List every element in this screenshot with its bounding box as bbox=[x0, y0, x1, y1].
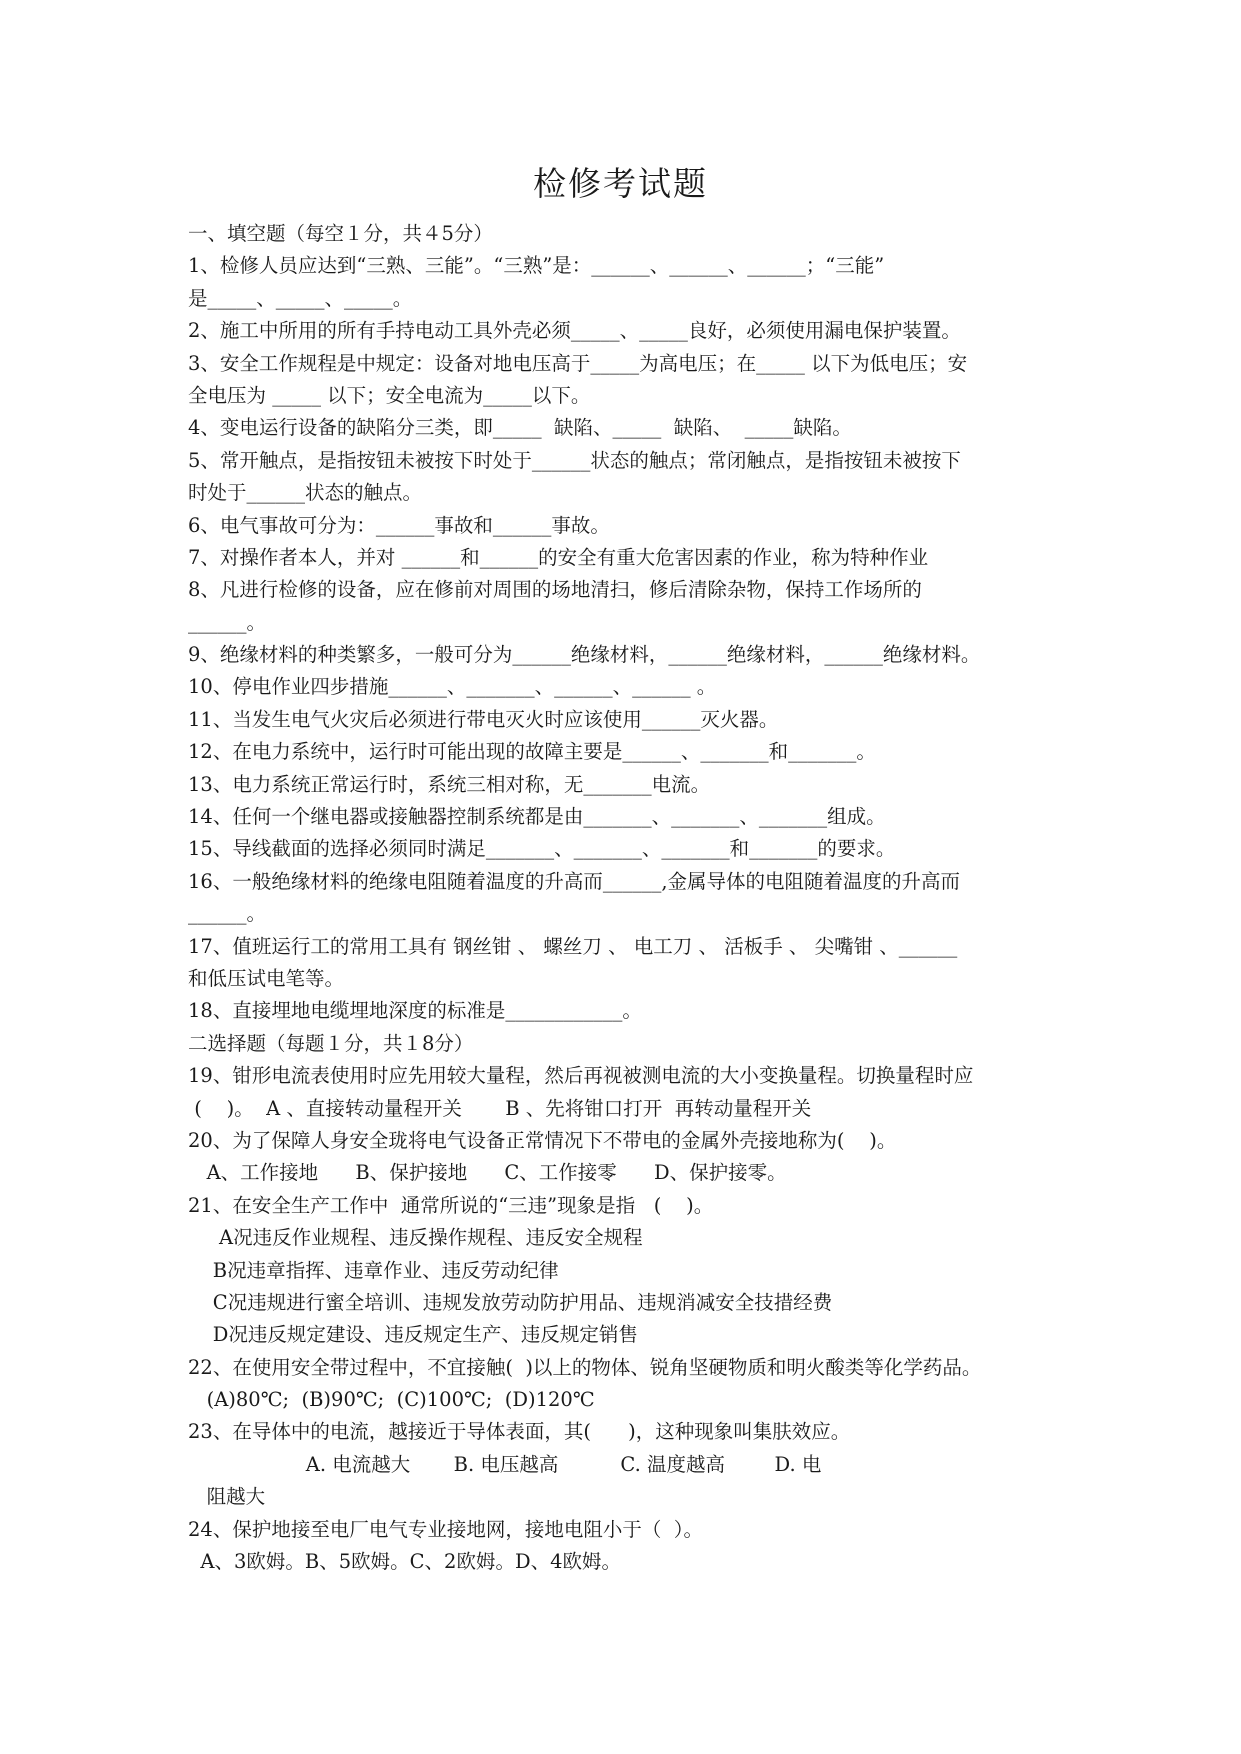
text-line: 17、值班运行工的常用工具有 钢丝钳 、 螺丝刀 、 电工刀 、 活板手 、 尖嘴钳 、______ bbox=[188, 934, 958, 958]
text-line: 12、在电力系统中，运行时可能出现的故障主要是______、_______和_______。 bbox=[188, 740, 876, 764]
text-line: 2、施工中所用的所有手持电动工具外壳必须_____、_____良好，必须使用漏电保护装置。 bbox=[188, 319, 961, 343]
text-line: ( )。 A 、直接转动量程开关 B 、先将钳口打开 再转动量程开关 bbox=[188, 1096, 812, 1120]
text-line: 22、在使用安全带过程中，不宜接触( )以上的物体、锐角坚硬物质和明火酸类等化学药品。 bbox=[188, 1355, 982, 1379]
text-line: 20、为了保障人身安全珑将电气设备正常情况下不带电的金属外壳接地称为( )。 bbox=[188, 1128, 897, 1152]
text-line: B况违章指挥、违章作业、违反劳动纪律 bbox=[188, 1258, 559, 1282]
text-line: ______。 bbox=[188, 902, 267, 926]
text-line: 24、保护地接至电厂电气专业接地网，接地电阻小于（ ）。 bbox=[188, 1517, 703, 1541]
text-line: A、3欧姆。B、5欧姆。C、2欧姆。D、4欧姆。 bbox=[188, 1550, 621, 1574]
text-line: 10、停电作业四步措施______、_______、______、______ 。 bbox=[188, 675, 717, 699]
text-line: 18、直接埋地电缆埋地深度的标准是____________。 bbox=[188, 999, 642, 1023]
text-line: 16、一般绝缘材料的绝缘电阻随着温度的升高而______,金属导体的电阻随着温度的升高而 bbox=[188, 869, 961, 893]
text-line: 阻越大 bbox=[188, 1485, 266, 1509]
text-line: 时处于______状态的触点。 bbox=[188, 481, 423, 505]
exam-content bbox=[188, 218, 1088, 1578]
text-line: ______。 bbox=[188, 610, 267, 634]
text-line: D况违反规定建设、违反规定生产、违反规定销售 bbox=[188, 1323, 638, 1347]
text-line: 13、电力系统正常运行时，系统三相对称，无_______电流。 bbox=[188, 772, 711, 796]
text-line: 3、安全工作规程是中规定：设备对地电压高于_____为高电压；在_____ 以下为低电压；安 bbox=[188, 351, 968, 375]
text-line: A. 电流越大 B. 电压越高 C. 温度越高 D. 电 bbox=[188, 1452, 822, 1476]
page-title: 检修考试题 bbox=[533, 164, 708, 203]
text-line: 是_____、_____、_____。 bbox=[188, 286, 413, 310]
text-line: 6、电气事故可分为：______事故和______事故。 bbox=[188, 513, 610, 537]
text-line: A况违反作业规程、违反操作规程、违反安全规程 bbox=[188, 1226, 643, 1250]
text-line: 21、在安全生产工作中 通常所说的“三违”现象是指 ( )。 bbox=[188, 1193, 714, 1217]
text-line: 9、绝缘材料的种类繁多，一般可分为______绝缘材料，______绝缘材料，______绝缘材料。 bbox=[188, 643, 981, 667]
text-line: 11、当发生电气火灾后必须进行带电灭火时应该使用______灭火器。 bbox=[188, 707, 779, 731]
text-line: 14、任何一个继电器或接触器控制系统都是由_______、_______、_______组成。 bbox=[188, 805, 886, 829]
text-line: 二选择题（每题１分，共１8分） bbox=[188, 1031, 474, 1055]
text-line: 4、变电运行设备的缺陷分三类，即_____ 缺陷、_____ 缺陷、 _____缺陷。 bbox=[188, 416, 852, 440]
text-line: 15、导线截面的选择必须同时满足_______、_______、_______和_______的要求。 bbox=[188, 837, 896, 861]
text-line: A、工作接地 B、保护接地 C、工作接零 D、保护接零。 bbox=[188, 1161, 787, 1185]
text-line: (A)80℃; (B)90℃; (C)100℃; (D)120℃ bbox=[188, 1388, 595, 1412]
text-line: 7、对操作者本人，并对 ______和______的安全有重大危害因素的作业，称为特种作业 bbox=[188, 545, 929, 569]
text-line: 19、钳形电流表使用时应先用较大量程，然后再视被测电流的大小变换量程。切换量程时应 bbox=[188, 1064, 974, 1088]
text-line: 23、在导体中的电流，越接近于导体表面，其( )，这种现象叫集肤效应。 bbox=[188, 1420, 851, 1444]
text-line: C况违规进行蜜全培训、违规发放劳动防护用品、违规消减安全技措经费 bbox=[188, 1290, 833, 1314]
text-line: 1、检修人员应达到“三熟、三能”。“三熟”是：______、______、______；“三能” bbox=[188, 254, 885, 278]
text-line: 和低压试电笔等。 bbox=[188, 966, 345, 990]
text-line: 一、填空题（每空１分，共４5分） bbox=[188, 222, 493, 245]
text-line: 8、凡进行检修的设备，应在修前对周围的场地清扫，修后清除杂物，保持工作场所的 bbox=[188, 578, 922, 602]
text-line: 全电压为 _____ 以下；安全电流为_____以下。 bbox=[188, 383, 591, 407]
text-line: 5、常开触点，是指按钮未被按下时处于______状态的触点；常闭触点，是指按钮未被按下 bbox=[188, 448, 961, 472]
